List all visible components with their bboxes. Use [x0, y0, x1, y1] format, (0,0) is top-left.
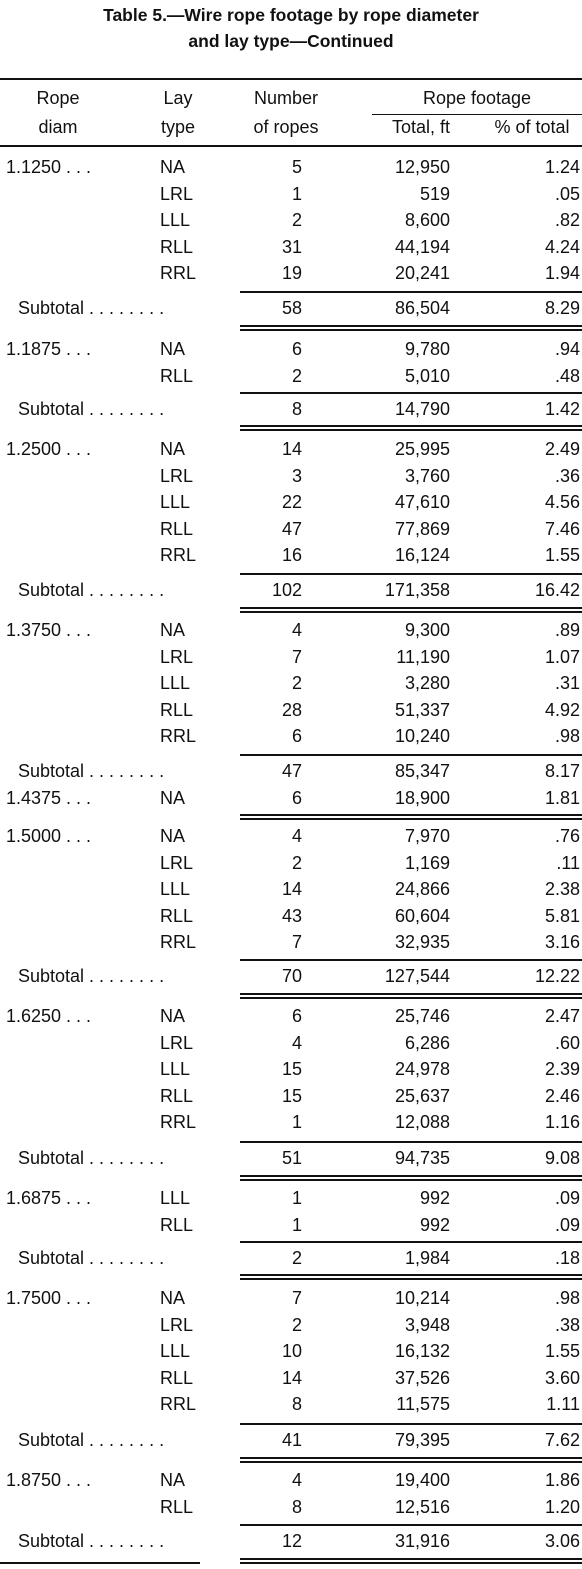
lay-type-cell: LRL	[160, 1314, 194, 1335]
rope-diam-label: 1.6875 . . .	[6, 1188, 92, 1208]
lay-type-cell: LLL	[160, 210, 191, 231]
subtotal-number-of-ropes: 102	[271, 580, 302, 600]
percent-cell: 4.24	[544, 236, 580, 257]
total-ft-cell: 32,935	[394, 932, 450, 953]
percent-cell: .05	[554, 183, 580, 204]
lay-type-cell: RRL	[160, 545, 197, 566]
number-of-ropes-cell: 8	[291, 1496, 302, 1517]
percent-cell: .09	[554, 1188, 580, 1208]
subtotal-top-rule	[240, 291, 582, 293]
table-title	[0, 2, 582, 54]
table-title-line-2: and lay type—Continued	[188, 31, 394, 51]
total-ft-cell: 11,190	[396, 646, 450, 667]
number-of-ropes-cell: 4	[291, 826, 302, 846]
percent-cell: 2.38	[544, 879, 580, 900]
percent-cell: 1.24	[544, 157, 580, 177]
lay-type-cell: RRL	[160, 932, 197, 953]
percent-cell: 7.46	[544, 518, 580, 539]
total-ft-cell: 37,526	[394, 1367, 450, 1388]
subtotal-double-rule-upper	[240, 325, 582, 327]
subtotal-percent: 8.29	[544, 298, 580, 318]
total-ft-cell: 3,280	[404, 673, 450, 694]
rope-diam-label: 1.1250 . . .	[6, 157, 92, 177]
lay-type-cell: RRL	[160, 1394, 197, 1415]
subtotal-double-rule-upper	[240, 1175, 582, 1177]
subtotal-double-rule-upper	[240, 1274, 582, 1276]
lay-type-cell: NA	[160, 1288, 186, 1308]
lay-type-cell: RRL	[160, 263, 197, 284]
subtotal-top-rule	[240, 754, 582, 756]
total-ft-cell: 20,241	[394, 263, 450, 284]
number-of-ropes-cell: 7	[291, 932, 302, 953]
total-ft-cell: 7,970	[404, 826, 450, 846]
rope-diam-label: 1.3750 . . .	[6, 620, 92, 640]
total-ft-cell: 60,604	[394, 905, 450, 926]
subtotal-label: Subtotal . . . . . . . .	[18, 966, 165, 986]
total-ft-cell: 25,746	[394, 1006, 450, 1026]
table-title-line-1: Table 5.—Wire rope footage by rope diameter	[103, 5, 479, 25]
total-ft-cell: 8,600	[404, 210, 450, 231]
lay-type-cell: RLL	[160, 365, 194, 386]
number-of-ropes-cell: 6	[291, 788, 302, 808]
percent-cell: 2.39	[544, 1059, 580, 1080]
number-of-ropes-cell: 8	[291, 1394, 302, 1415]
total-ft-cell: 12,088	[394, 1112, 450, 1133]
subtotal-number-of-ropes: 70	[281, 966, 302, 986]
percent-cell: .38	[554, 1314, 580, 1335]
number-of-ropes-cell: 14	[281, 439, 302, 459]
header-top-rule	[0, 78, 582, 80]
header-footage-rule	[372, 114, 582, 115]
number-of-ropes-cell: 31	[281, 236, 302, 257]
number-of-ropes-cell: 6	[291, 726, 302, 747]
subtotal-total-ft: 79,395	[394, 1430, 450, 1450]
lay-type-cell: LLL	[160, 673, 191, 694]
total-ft-cell: 16,124	[394, 545, 450, 566]
percent-cell: 2.49	[544, 439, 580, 459]
subtotal-double-rule-lower	[240, 818, 582, 820]
number-of-ropes-cell: 22	[281, 492, 302, 513]
lay-type-cell: NA	[160, 620, 186, 640]
total-ft-cell: 44,194	[394, 236, 450, 257]
number-of-ropes-cell: 15	[281, 1085, 302, 1106]
subtotal-label: Subtotal . . . . . . . .	[18, 1531, 165, 1551]
total-ft-cell: 47,610	[394, 492, 450, 513]
number-of-ropes-cell: 4	[291, 1470, 302, 1490]
total-ft-cell: 24,866	[394, 879, 450, 900]
number-of-ropes-cell: 28	[281, 699, 302, 720]
lay-type-cell: NA	[160, 157, 186, 177]
lay-type-cell: RRL	[160, 1112, 197, 1133]
percent-cell: 4.92	[544, 699, 580, 720]
percent-cell: .98	[554, 1288, 580, 1308]
percent-cell: 1.20	[544, 1496, 580, 1517]
rope-diam-label: 1.6250 . . .	[6, 1006, 92, 1026]
lay-type-cell: RLL	[160, 1085, 194, 1106]
total-ft-cell: 77,869	[394, 518, 450, 539]
subtotal-label: Subtotal . . . . . . . .	[18, 399, 165, 419]
number-of-ropes-cell: 4	[291, 1032, 302, 1053]
subtotal-double-rule-upper	[240, 1558, 582, 1560]
subtotal-percent: 3.06	[544, 1531, 580, 1551]
number-of-ropes-cell: 10	[281, 1341, 302, 1362]
number-of-ropes-cell: 1	[291, 1188, 302, 1208]
total-ft-cell: 19,400	[394, 1470, 450, 1490]
lay-type-cell: RLL	[160, 905, 194, 926]
rope-diam-label: 1.4375 . . .	[6, 788, 92, 808]
subtotal-total-ft: 171,358	[384, 580, 450, 600]
subtotal-double-rule-lower	[240, 1562, 582, 1564]
subtotal-double-rule-upper	[240, 993, 582, 995]
rope-diam-label: 1.1875 . . .	[6, 339, 92, 359]
percent-cell: .11	[556, 852, 580, 873]
lay-type-cell: NA	[160, 439, 186, 459]
header-total-ft: Total, ft	[391, 117, 451, 137]
subtotal-number-of-ropes: 47	[281, 761, 302, 781]
subtotal-label: Subtotal . . . . . . . .	[18, 1148, 165, 1168]
number-of-ropes-cell: 1	[291, 183, 302, 204]
subtotal-number-of-ropes: 58	[281, 298, 302, 318]
percent-cell: .89	[554, 620, 580, 640]
percent-cell: 1.16	[544, 1112, 580, 1133]
subtotal-top-rule	[240, 573, 582, 575]
subtotal-total-ft: 14,790	[394, 399, 450, 419]
subtotal-percent: 1.42	[544, 399, 580, 419]
lay-type-cell: LRL	[160, 183, 194, 204]
total-ft-cell: 16,132	[394, 1341, 450, 1362]
lay-type-cell: LRL	[160, 852, 194, 873]
percent-cell: .48	[554, 365, 580, 386]
subtotal-top-rule	[240, 392, 582, 394]
total-ft-cell: 25,995	[394, 439, 450, 459]
percent-cell: 1.81	[544, 788, 580, 808]
lay-type-cell: LRL	[160, 465, 194, 486]
subtotal-number-of-ropes: 51	[281, 1148, 302, 1168]
percent-cell: .31	[554, 673, 580, 694]
total-ft-cell: 10,240	[394, 726, 450, 747]
number-of-ropes-cell: 14	[281, 879, 302, 900]
lay-type-cell: RLL	[160, 518, 194, 539]
subtotal-label: Subtotal . . . . . . . .	[18, 1248, 165, 1268]
number-of-ropes-cell: 14	[281, 1367, 302, 1388]
subtotal-percent: 9.08	[544, 1148, 580, 1168]
lay-type-cell: RLL	[160, 236, 194, 257]
header-number-line-2: of ropes	[253, 117, 319, 137]
total-ft-cell: 25,637	[394, 1085, 450, 1106]
table-bottom-rule	[0, 1562, 200, 1564]
subtotal-double-rule-lower	[240, 1278, 582, 1280]
number-of-ropes-cell: 43	[281, 905, 302, 926]
lay-type-cell: LLL	[160, 1341, 191, 1362]
rope-diam-label: 1.5000 . . .	[6, 826, 92, 846]
subtotal-top-rule	[240, 1423, 582, 1425]
total-ft-cell: 51,337	[394, 699, 450, 720]
percent-cell: 1.55	[544, 1341, 580, 1362]
total-ft-cell: 1,169	[404, 852, 450, 873]
percent-cell: 2.46	[544, 1085, 580, 1106]
lay-type-cell: RRL	[160, 726, 197, 747]
subtotal-percent: .18	[554, 1248, 580, 1268]
number-of-ropes-cell: 47	[281, 518, 302, 539]
lay-type-cell: RLL	[160, 699, 194, 720]
subtotal-double-rule-lower	[240, 611, 582, 613]
percent-cell: 3.16	[544, 932, 580, 953]
percent-cell: 3.60	[544, 1367, 580, 1388]
number-of-ropes-cell: 2	[291, 210, 302, 231]
subtotal-double-rule-upper	[240, 1457, 582, 1459]
subtotal-total-ft: 94,735	[394, 1148, 450, 1168]
number-of-ropes-cell: 2	[291, 1314, 302, 1335]
lay-type-cell: LLL	[160, 492, 191, 513]
percent-cell: 5.81	[544, 905, 580, 926]
total-ft-cell: 12,950	[394, 157, 450, 177]
subtotal-percent: 8.17	[544, 761, 580, 781]
subtotal-label: Subtotal . . . . . . . .	[18, 298, 165, 318]
percent-cell: 1.86	[544, 1470, 580, 1490]
lay-type-cell: LLL	[160, 1059, 191, 1080]
subtotal-label: Subtotal . . . . . . . .	[18, 1430, 165, 1450]
percent-cell: 1.11	[546, 1394, 580, 1415]
percent-cell: 1.55	[544, 545, 580, 566]
subtotal-total-ft: 1,984	[404, 1248, 450, 1268]
subtotal-double-rule-lower	[240, 1179, 582, 1181]
number-of-ropes-cell: 1	[291, 1112, 302, 1133]
number-of-ropes-cell: 7	[291, 1288, 302, 1308]
header-rope-diam-line-1: Rope	[36, 88, 80, 108]
total-ft-cell: 992	[419, 1214, 450, 1235]
subtotal-total-ft: 85,347	[394, 761, 450, 781]
lay-type-cell: RLL	[160, 1214, 194, 1235]
header-rope-footage: Rope footage	[422, 88, 532, 108]
number-of-ropes-cell: 7	[291, 646, 302, 667]
subtotal-top-rule	[240, 1141, 582, 1143]
number-of-ropes-cell: 1	[291, 1214, 302, 1235]
subtotal-number-of-ropes: 8	[291, 399, 302, 419]
total-ft-cell: 9,780	[404, 339, 450, 359]
subtotal-total-ft: 86,504	[394, 298, 450, 318]
total-ft-cell: 6,286	[404, 1032, 450, 1053]
subtotal-number-of-ropes: 2	[291, 1248, 302, 1268]
lay-type-cell: NA	[160, 339, 186, 359]
subtotal-total-ft: 127,544	[384, 966, 450, 986]
number-of-ropes-cell: 2	[291, 365, 302, 386]
total-ft-cell: 992	[419, 1188, 450, 1208]
lay-type-cell: NA	[160, 1006, 186, 1026]
number-of-ropes-cell: 3	[291, 465, 302, 486]
subtotal-top-rule	[240, 1241, 582, 1243]
percent-cell: .94	[554, 339, 580, 359]
subtotal-double-rule-lower	[240, 429, 582, 431]
header-lay-type-line-2: type	[160, 117, 196, 137]
header-bottom-rule	[0, 145, 582, 147]
subtotal-percent: 12.22	[534, 966, 580, 986]
lay-type-cell: NA	[160, 1470, 186, 1490]
percent-cell: 1.07	[544, 646, 580, 667]
number-of-ropes-cell: 5	[291, 157, 302, 177]
subtotal-double-rule-upper	[240, 607, 582, 609]
percent-cell: .09	[554, 1214, 580, 1235]
header-percent-of-total: % of total	[494, 117, 570, 137]
subtotal-number-of-ropes: 12	[281, 1531, 302, 1551]
percent-cell: 2.47	[544, 1006, 580, 1026]
lay-type-cell: LRL	[160, 1032, 194, 1053]
total-ft-cell: 519	[419, 183, 450, 204]
rope-diam-label: 1.2500 . . .	[6, 439, 92, 459]
rope-diam-label: 1.7500 . . .	[6, 1288, 92, 1308]
percent-cell: 1.94	[544, 263, 580, 284]
subtotal-percent: 7.62	[544, 1430, 580, 1450]
total-ft-cell: 12,516	[394, 1496, 450, 1517]
lay-type-cell: RLL	[160, 1367, 194, 1388]
subtotal-total-ft: 31,916	[394, 1531, 450, 1551]
total-ft-cell: 3,760	[404, 465, 450, 486]
lay-type-cell: LRL	[160, 646, 194, 667]
percent-cell: .36	[554, 465, 580, 486]
total-ft-cell: 3,948	[404, 1314, 450, 1335]
number-of-ropes-cell: 4	[291, 620, 302, 640]
subtotal-double-rule-lower	[240, 1461, 582, 1463]
subtotal-double-rule-upper	[240, 814, 582, 816]
number-of-ropes-cell: 6	[291, 339, 302, 359]
lay-type-cell: NA	[160, 788, 186, 808]
subtotal-double-rule-lower	[240, 997, 582, 999]
subtotal-top-rule	[240, 959, 582, 961]
subtotal-number-of-ropes: 41	[281, 1430, 302, 1450]
subtotal-percent: 16.42	[534, 580, 580, 600]
subtotal-top-rule	[240, 1524, 582, 1526]
percent-cell: .76	[554, 826, 580, 846]
total-ft-cell: 24,978	[394, 1059, 450, 1080]
percent-cell: 4.56	[544, 492, 580, 513]
lay-type-cell: LLL	[160, 1188, 191, 1208]
header-lay-type-line-1: Lay	[163, 88, 193, 108]
number-of-ropes-cell: 19	[281, 263, 302, 284]
lay-type-cell: NA	[160, 826, 186, 846]
number-of-ropes-cell: 16	[281, 545, 302, 566]
subtotal-double-rule-upper	[240, 425, 582, 427]
header-number-line-1: Number	[253, 88, 319, 108]
header-rope-diam-line-2: diam	[38, 117, 78, 137]
subtotal-label: Subtotal . . . . . . . .	[18, 580, 165, 600]
number-of-ropes-cell: 2	[291, 852, 302, 873]
percent-cell: .98	[554, 726, 580, 747]
percent-cell: .60	[554, 1032, 580, 1053]
rope-diam-label: 1.8750 . . .	[6, 1470, 92, 1490]
subtotal-double-rule-lower	[240, 329, 582, 331]
total-ft-cell: 5,010	[404, 365, 450, 386]
lay-type-cell: RLL	[160, 1496, 194, 1517]
total-ft-cell: 18,900	[394, 788, 450, 808]
percent-cell: .82	[554, 210, 580, 231]
lay-type-cell: LLL	[160, 879, 191, 900]
number-of-ropes-cell: 2	[291, 673, 302, 694]
subtotal-label: Subtotal . . . . . . . .	[18, 761, 165, 781]
number-of-ropes-cell: 6	[291, 1006, 302, 1026]
total-ft-cell: 9,300	[404, 620, 450, 640]
number-of-ropes-cell: 15	[281, 1059, 302, 1080]
total-ft-cell: 10,214	[394, 1288, 450, 1308]
total-ft-cell: 11,575	[396, 1394, 450, 1415]
